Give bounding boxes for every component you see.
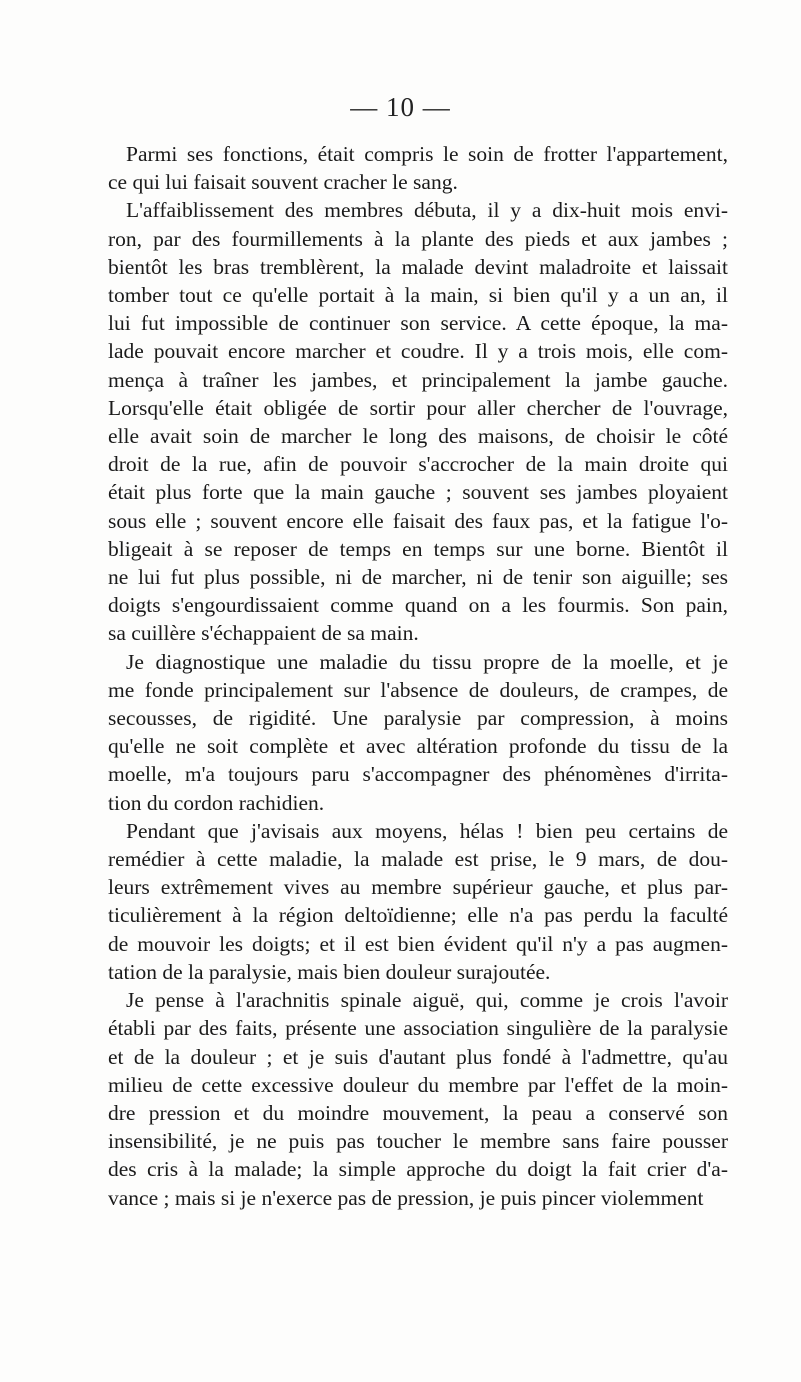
text-line: de mouvoir les doigts; et il est bien évident qu'il n'y a pas augmen-	[108, 931, 728, 956]
text-line: insensibilité, je ne puis pas toucher le membre sans faire pousser	[108, 1129, 728, 1154]
text-line: Je diagnostique une maladie du tissu propre de la moelle, et je	[126, 649, 728, 674]
text-line: ne lui fut plus possible, ni de marcher, ni de tenir son aiguille; ses	[108, 565, 728, 590]
text-line: lui fut impossible de continuer son service. A cette époque, la ma-	[108, 311, 728, 336]
text-line: doigts s'engourdissaient comme quand on a les fourmis. Son pain,	[108, 593, 728, 618]
text-line: bligeait à se reposer de temps en temps sur une borne. Bientôt il	[108, 536, 728, 561]
text-line: et de la douleur ; et je suis d'autant plus fondé à l'admettre, qu'au	[108, 1044, 728, 1069]
text-line: secousses, de rigidité. Une paralysie par compression, à moins	[108, 706, 728, 731]
text-line: milieu de cette excessive douleur du membre par l'effet de la moin-	[108, 1072, 728, 1097]
text-line: sous elle ; souvent encore elle faisait des faux pas, et la fatigue l'o-	[108, 508, 728, 533]
text-line: mença à traîner les jambes, et principalement la jambe gauche.	[108, 367, 728, 392]
text-line: me fonde principalement sur l'absence de douleurs, de crampes, de	[108, 677, 728, 702]
paragraph	[108, 140, 728, 196]
text-line: bientôt les bras tremblèrent, la malade devint maladroite et laissait	[108, 254, 728, 279]
text-line: Parmi ses fonctions, était compris le soin de frotter l'appartement,	[126, 142, 728, 166]
text-line: moelle, m'a toujours paru s'accompagner des phénomènes d'irrita-	[108, 762, 728, 787]
text-line: L'affaiblissement des membres débuta, il y a dix-huit mois envi-	[126, 198, 728, 223]
text-line: vance ; mais si je n'exerce pas de pression, je puis pincer violemment	[108, 1185, 704, 1210]
paragraph	[108, 196, 728, 647]
paragraph	[108, 986, 728, 1212]
text-line: elle avait soin de marcher le long des maisons, de choisir le côté	[108, 424, 728, 449]
text-line: tomber tout ce qu'elle portait à la main, si bien qu'il y a un an, il	[108, 283, 728, 308]
paragraph	[108, 648, 728, 817]
text-line: dre pression et du moindre mouvement, la peau a conservé son	[108, 1100, 728, 1125]
text-line: était plus forte que la main gauche ; souvent ses jambes ployaient	[108, 480, 728, 505]
text-line: des cris à la malade; la simple approche du doigt la fait crier d'a-	[108, 1157, 728, 1182]
text-line: Lorsqu'elle était obligée de sortir pour aller chercher de l'ouvrage,	[108, 395, 728, 420]
text-line: Pendant que j'avisais aux moyens, hélas ! bien peu certains de	[126, 818, 728, 843]
text-line: Je pense à l'arachnitis spinale aiguë, qui, comme je crois l'avoir	[126, 988, 728, 1013]
text-line: qu'elle ne soit complète et avec altération profonde du tissu de la	[108, 734, 728, 759]
text-line: ron, par des fourmillements à la plante des pieds et aux jambes ;	[108, 226, 728, 251]
text-line: ce qui lui faisait souvent cracher le sang.	[108, 170, 458, 195]
text-line: tation de la paralysie, mais bien douleur surajoutée.	[108, 959, 551, 984]
body-text	[108, 140, 728, 1212]
text-line: ticulièrement à la région deltoïdienne; elle n'a pas perdu la faculté	[108, 903, 728, 928]
text-line: tion du cordon rachidien.	[108, 790, 325, 815]
text-line: leurs extrêmement vives au membre supérieur gauche, et plus par-	[108, 875, 728, 900]
text-line: établi par des faits, présente une association singulière de la paralysie	[108, 1016, 728, 1041]
paragraph	[108, 817, 728, 986]
text-line: sa cuillère s'échappaient de sa main.	[108, 621, 419, 646]
text-line: remédier à cette maladie, la malade est prise, le 9 mars, de dou-	[108, 847, 728, 872]
page-number: — 10 —	[350, 92, 451, 122]
text-line: droit de la rue, afin de pouvoir s'accrocher de la main droite qui	[108, 452, 728, 477]
text-line: lade pouvait encore marcher et coudre. Il y a trois mois, elle com-	[108, 339, 728, 364]
